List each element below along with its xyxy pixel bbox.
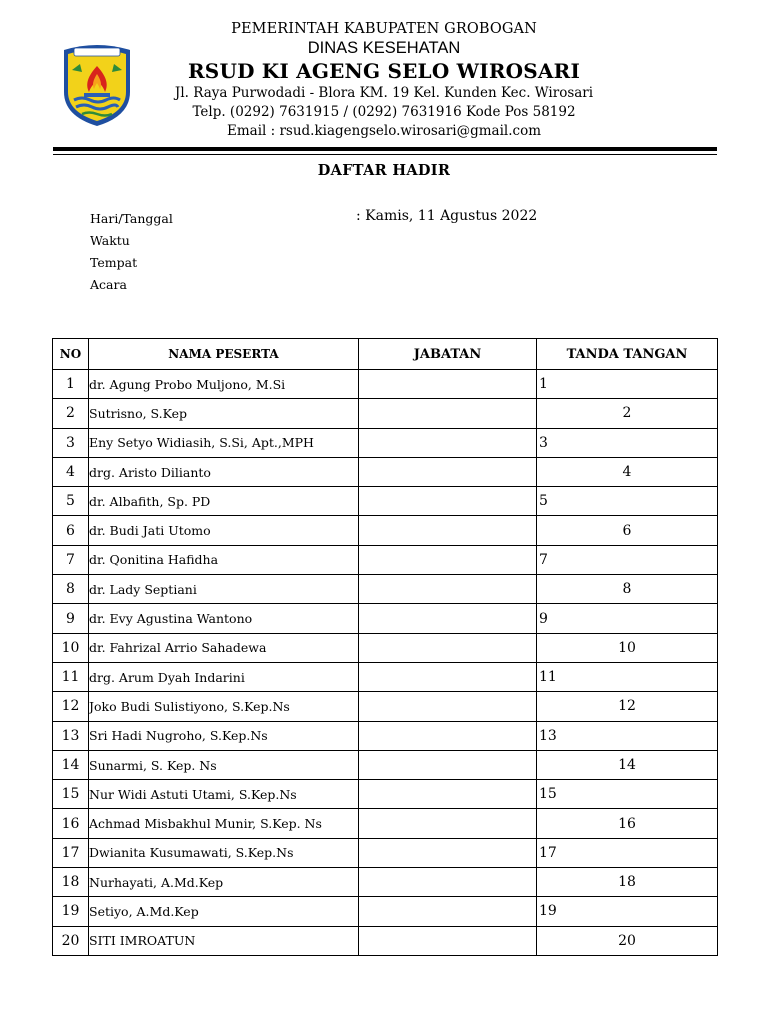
attendance-table (52, 338, 718, 956)
info-row-date (90, 208, 690, 230)
row-number: 9 (53, 604, 89, 633)
position-cell (359, 721, 537, 750)
signature-cell: 7 (537, 545, 718, 574)
row-number: 7 (53, 545, 89, 574)
row-number: 4 (53, 457, 89, 486)
row-number: 15 (53, 780, 89, 809)
participant-name: Eny Setyo Widiasih, S.Si, Apt.,MPH (89, 428, 359, 457)
position-cell (359, 780, 537, 809)
row-number: 11 (53, 662, 89, 691)
grobogan-logo (58, 40, 136, 128)
signature-cell: 18 (537, 868, 718, 897)
table-row (53, 838, 718, 867)
table-row (53, 897, 718, 926)
page-title: DAFTAR HADIR (317, 162, 451, 179)
table-row (53, 868, 718, 897)
position-cell (359, 457, 537, 486)
row-number: 14 (53, 750, 89, 779)
table-body (53, 370, 718, 956)
signature-cell: 2 (537, 399, 718, 428)
participant-name: dr. Qonitina Hafidha (89, 545, 359, 574)
table-row (53, 399, 718, 428)
participant-name: Nurhayati, A.Md.Kep (89, 868, 359, 897)
row-number: 12 (53, 692, 89, 721)
table-row (53, 487, 718, 516)
table-row (53, 633, 718, 662)
participant-name: dr. Evy Agustina Wantono (89, 604, 359, 633)
row-number: 18 (53, 868, 89, 897)
table-row (53, 750, 718, 779)
row-number: 2 (53, 399, 89, 428)
signature-cell: 10 (537, 633, 718, 662)
table-row (53, 370, 718, 399)
signature-cell: 6 (537, 516, 718, 545)
letterhead-address: Jl. Raya Purwodadi - Blora KM. 19 Kel. Kunden Kec. Wirosari (174, 85, 594, 101)
signature-cell: 12 (537, 692, 718, 721)
header-tanda-tangan: TANDA TANGAN (537, 339, 718, 370)
signature-cell: 19 (537, 897, 718, 926)
participant-name: Joko Budi Sulistiyono, S.Kep.Ns (89, 692, 359, 721)
signature-cell: 1 (537, 370, 718, 399)
participant-name: SITI IMROATUN (89, 926, 359, 955)
table-row (53, 457, 718, 486)
info-row-place (90, 252, 690, 274)
event-label: Acara (90, 277, 127, 292)
signature-cell: 9 (537, 604, 718, 633)
participant-name: Sunarmi, S. Kep. Ns (89, 750, 359, 779)
signature-cell: 4 (537, 457, 718, 486)
table-row (53, 428, 718, 457)
position-cell (359, 662, 537, 691)
event-info (90, 208, 690, 296)
signature-cell: 8 (537, 575, 718, 604)
position-cell (359, 633, 537, 662)
signature-cell: 14 (537, 750, 718, 779)
position-cell (359, 809, 537, 838)
participant-name: Sutrisno, S.Kep (89, 399, 359, 428)
header-no: NO (53, 339, 89, 370)
signature-cell: 13 (537, 721, 718, 750)
letterhead-department: DINAS KESEHATAN (307, 39, 461, 57)
row-number: 5 (53, 487, 89, 516)
participant-name: Achmad Misbakhul Munir, S.Kep. Ns (89, 809, 359, 838)
row-number: 13 (53, 721, 89, 750)
table-row (53, 516, 718, 545)
position-cell (359, 516, 537, 545)
row-number: 20 (53, 926, 89, 955)
participant-name: dr. Lady Septiani (89, 575, 359, 604)
position-cell (359, 428, 537, 457)
table-row (53, 926, 718, 955)
letterhead-email: Email : rsud.kiagengselo.wirosari@gmail.com (226, 123, 542, 139)
participant-name: dr. Albafith, Sp. PD (89, 487, 359, 516)
position-cell (359, 926, 537, 955)
time-label: Waktu (90, 233, 130, 248)
header-nama: NAMA PESERTA (89, 339, 359, 370)
position-cell (359, 399, 537, 428)
table-row (53, 692, 718, 721)
participant-name: drg. Arum Dyah Indarini (89, 662, 359, 691)
signature-cell: 15 (537, 780, 718, 809)
participant-name: dr. Budi Jati Utomo (89, 516, 359, 545)
letterhead-divider-thin (53, 154, 717, 155)
letterhead-divider-thick (53, 147, 717, 151)
row-number: 8 (53, 575, 89, 604)
signature-cell: 3 (537, 428, 718, 457)
signature-cell: 20 (537, 926, 718, 955)
letterhead-government: PEMERINTAH KABUPATEN GROBOGAN (231, 21, 537, 37)
row-number: 17 (53, 838, 89, 867)
row-number: 19 (53, 897, 89, 926)
table-row (53, 604, 718, 633)
letterhead (150, 20, 618, 141)
position-cell (359, 838, 537, 867)
participant-name: dr. Fahrizal Arrio Sahadewa (89, 633, 359, 662)
place-label: Tempat (90, 255, 138, 270)
participant-name: Setiyo, A.Md.Kep (89, 897, 359, 926)
table-row (53, 575, 718, 604)
table-header-row (53, 339, 718, 370)
position-cell (359, 487, 537, 516)
position-cell (359, 545, 537, 574)
row-number: 1 (53, 370, 89, 399)
info-row-event (90, 274, 690, 296)
signature-cell: 16 (537, 809, 718, 838)
letterhead-hospital-name: RSUD KI AGENG SELO WIROSARI (187, 59, 580, 83)
date-label: Hari/Tanggal (90, 211, 173, 226)
table-row (53, 721, 718, 750)
table-row (53, 545, 718, 574)
table-row (53, 780, 718, 809)
position-cell (359, 370, 537, 399)
date-value: : Kamis, 11 Agustus 2022 (356, 208, 538, 224)
participant-name: drg. Aristo Dilianto (89, 457, 359, 486)
table-row (53, 662, 718, 691)
letterhead-phone: Telp. (0292) 7631915 / (0292) 7631916 Kode Pos 58192 (192, 104, 576, 120)
position-cell (359, 868, 537, 897)
position-cell (359, 604, 537, 633)
row-number: 10 (53, 633, 89, 662)
row-number: 3 (53, 428, 89, 457)
signature-cell: 11 (537, 662, 718, 691)
position-cell (359, 692, 537, 721)
row-number: 16 (53, 809, 89, 838)
participant-name: Nur Widi Astuti Utami, S.Kep.Ns (89, 780, 359, 809)
grobogan-emblem-icon (58, 40, 136, 128)
participant-name: Sri Hadi Nugroho, S.Kep.Ns (89, 721, 359, 750)
header-jabatan: JABATAN (359, 339, 537, 370)
signature-cell: 5 (537, 487, 718, 516)
signature-cell: 17 (537, 838, 718, 867)
position-cell (359, 575, 537, 604)
participant-name: Dwianita Kusumawati, S.Kep.Ns (89, 838, 359, 867)
position-cell (359, 897, 537, 926)
table-row (53, 809, 718, 838)
row-number: 6 (53, 516, 89, 545)
position-cell (359, 750, 537, 779)
info-row-time (90, 230, 690, 252)
participant-name: dr. Agung Probo Muljono, M.Si (89, 370, 359, 399)
